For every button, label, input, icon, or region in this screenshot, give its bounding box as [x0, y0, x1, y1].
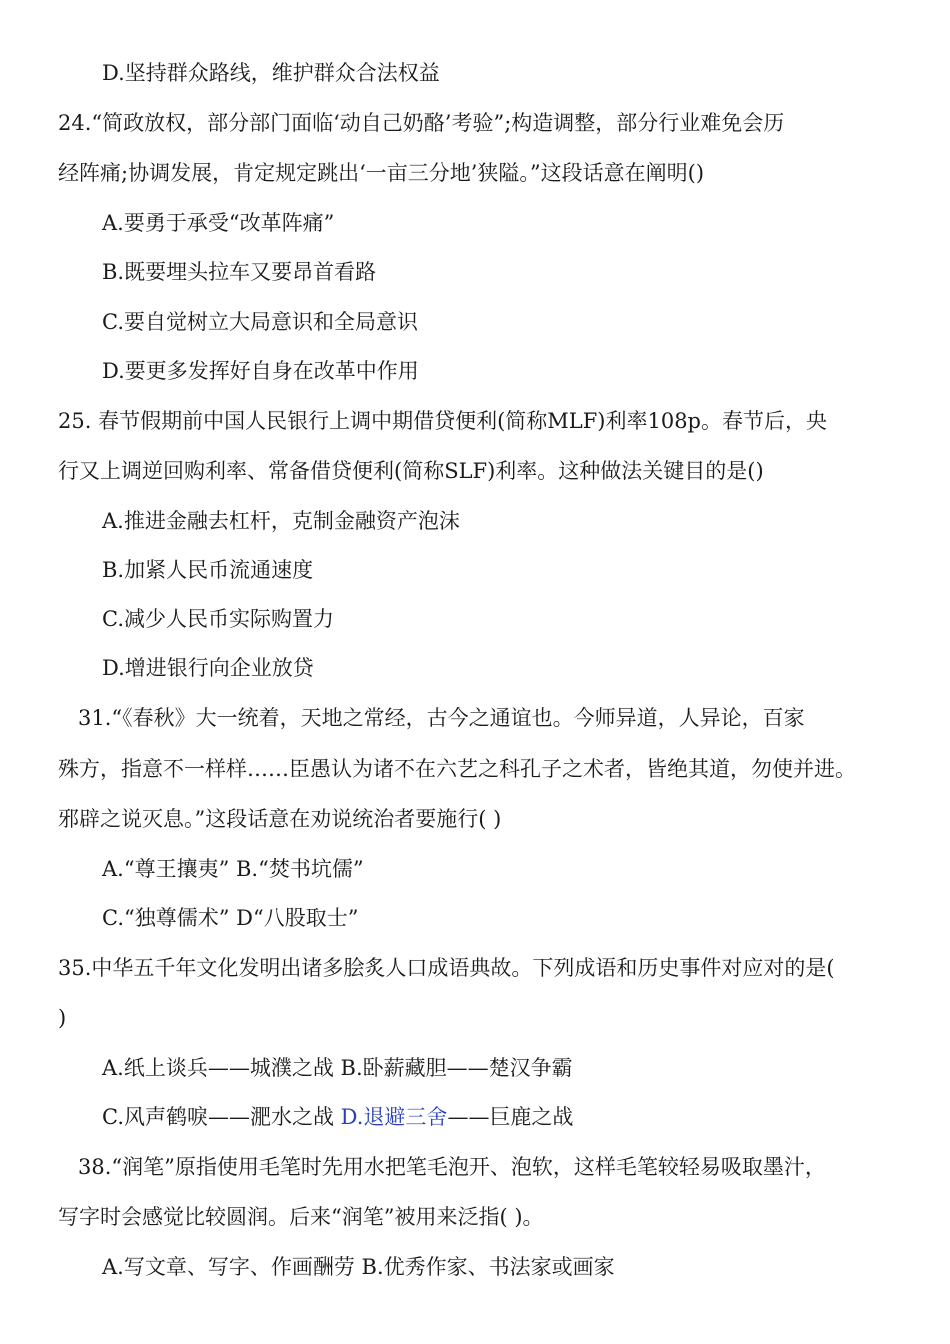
option-25-a: A.推进金融去杠杆，克制金融资产泡沫 [102, 509, 460, 533]
option-35-d-rest: ——巨鹿之战 [447, 1105, 574, 1129]
options-31-c-d: C.“独尊儒术” D“八股取士” [102, 906, 359, 930]
question-24-line-2: 经阵痛;协调发展，肯定规定跳出‘一亩三分地’狭隘。”这段话意在阐明() [58, 161, 705, 185]
question-24-line-1: 24.“简政放权，部分部门面临‘动自己奶酪’考验”;构造调整，部分行业难免会历 [58, 111, 785, 135]
options-35-c-d [102, 1102, 573, 1132]
option-24-d: D.要更多发挥好自身在改革中作用 [102, 359, 419, 383]
question-31-line-3: 邪辟之说灭息。”这段话意在劝说统治者要施行( ) [58, 807, 502, 831]
options-31-a-b: A.“尊王攘夷” B.“焚书坑儒” [102, 857, 364, 881]
options-35-a-b: A.纸上谈兵——城濮之战 B.卧薪藏胆——楚汉争霸 [102, 1056, 573, 1080]
question-31-line-2: 殊方，指意不一样样……臣愚认为诸不在六艺之科孔子之术者，皆绝其道，勿使并进。 [58, 757, 856, 781]
question-35-line-2: ) [58, 1006, 67, 1030]
question-25-line-2: 行又上调逆回购利率、常备借贷便利(简称SLF)利率。这种做法关键目的是() [58, 459, 764, 483]
option-25-c: C.减少人民币实际购置力 [102, 607, 334, 631]
options-38-a-b: A.写文章、写字、作画酬劳 B.优秀作家、书法家或画家 [102, 1255, 615, 1279]
question-38-line-1: 38.“润笔”原指使用毛笔时先用水把笔毛泡开、泡软，这样毛笔较轻易吸取墨汁， [78, 1155, 826, 1179]
option-35-c: C.风声鹤唳——淝水之战 [102, 1105, 341, 1129]
option-23-d: D.坚持群众路线，维护群众合法权益 [102, 61, 440, 85]
question-25-line-1: 25. 春节假期前中国人民银行上调中期借贷便利(简称MLF)利率108p。春节后，央 [58, 409, 827, 433]
question-38-line-2: 写字时会感觉比较圆润。后来“润笔”被用来泛指( )。 [58, 1205, 544, 1229]
option-24-b: B.既要埋头拉车又要昂首看路 [102, 260, 377, 284]
option-24-a: A.要勇于承受“改革阵痛” [102, 211, 335, 235]
option-24-c: C.要自觉树立大局意识和全局意识 [102, 310, 418, 334]
question-31-line-1: 31.“《春秋》大一统着，天地之常经，古今之通谊也。今师异道，人异论，百家 [78, 706, 805, 730]
option-25-d: D.增进银行向企业放贷 [102, 656, 314, 680]
option-35-d-link[interactable]: D.退避三舍 [340, 1105, 448, 1129]
option-25-b: B.加紧人民币流通速度 [102, 558, 314, 582]
question-35-line-1: 35.中华五千年文化发明出诸多脍炙人口成语典故。下列成语和历史事件对应对的是( [58, 956, 835, 980]
